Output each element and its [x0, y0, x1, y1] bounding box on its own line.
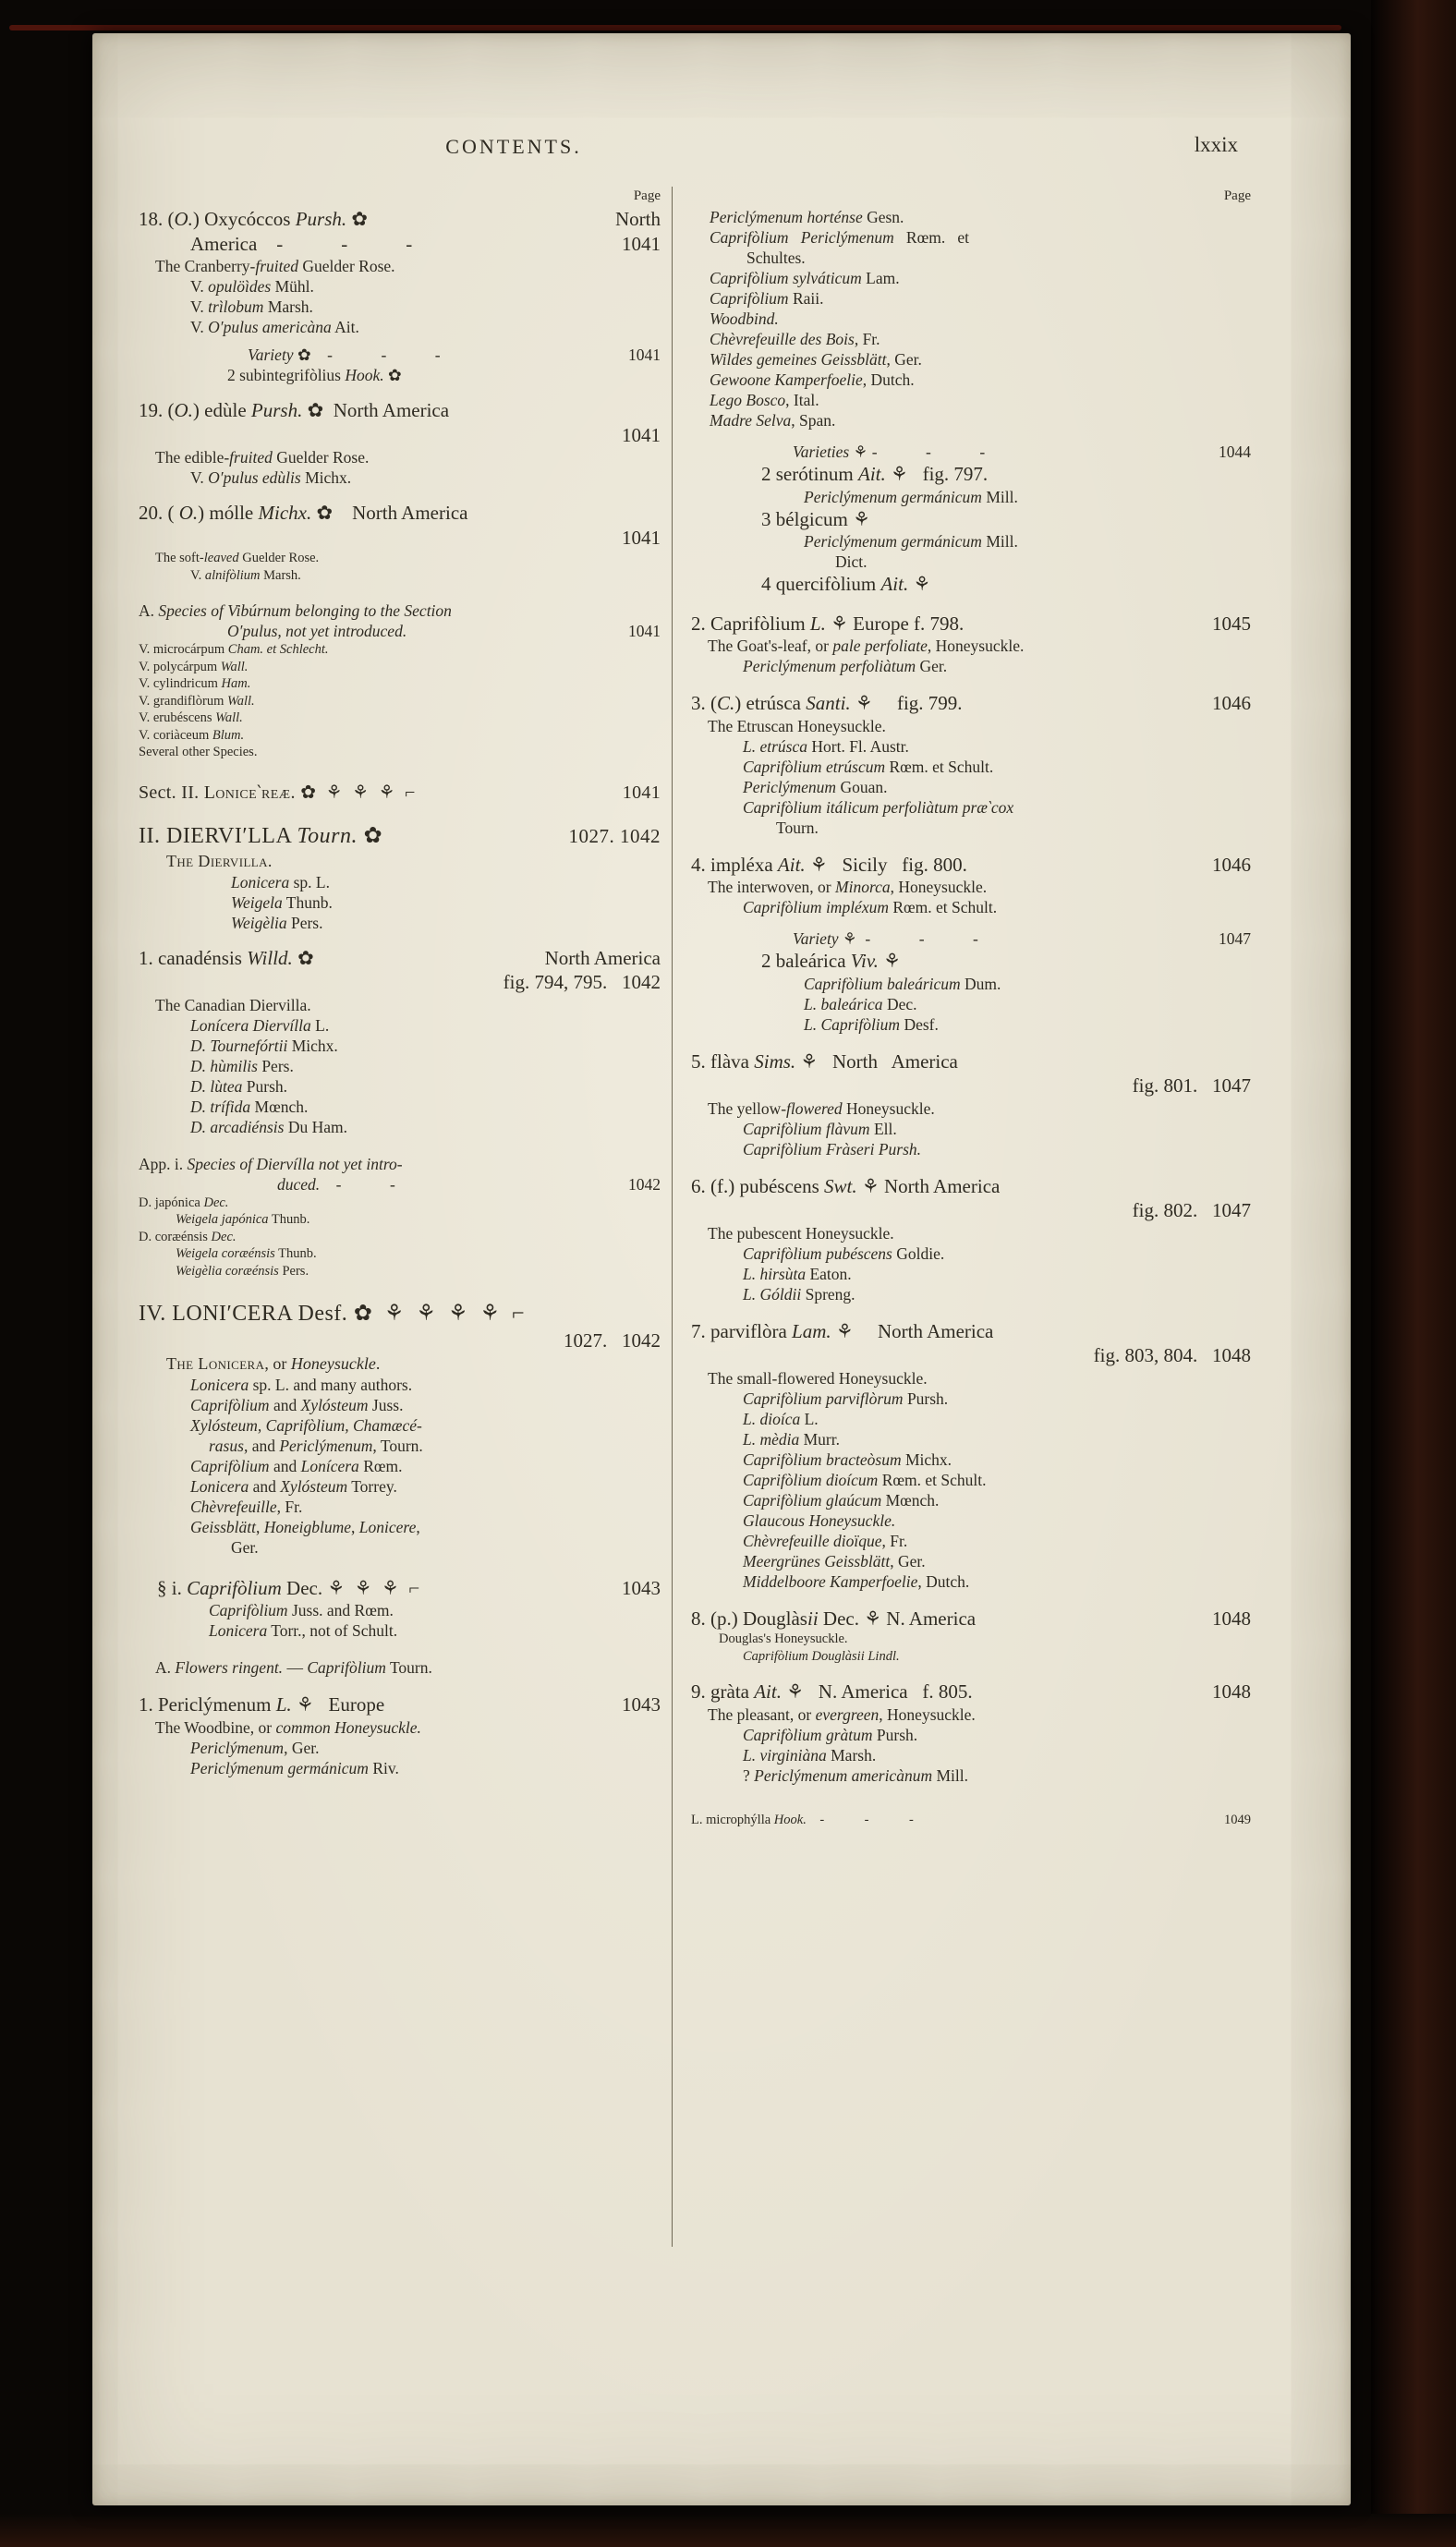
content-line: L. baleárica Dec. [804, 994, 917, 1013]
content-line: Caprifòlium impléxum Rœm. et Schult. [743, 898, 998, 916]
content-line: V. O′pulus edùlis Michx. [190, 468, 352, 487]
content-line: The edible-fruited Guelder Rose. [155, 448, 370, 467]
page-number: 1043 [622, 1576, 661, 1599]
page-number: 1041 [628, 622, 661, 640]
page-number: 1045 [1212, 612, 1251, 635]
page-number: 1046 [1212, 692, 1251, 714]
page-number: 1041 [622, 232, 661, 255]
content-line: L. Góldii Spreng. [743, 1284, 855, 1304]
content-line: O′pulus, not yet introduced. 1041 [227, 622, 661, 640]
content-line: L. virginiàna Marsh. [743, 1745, 877, 1765]
content-line: D. coræénsis Dec. [139, 1229, 237, 1244]
content-line: Caprifòlium Juss. and Rœm. [209, 1601, 394, 1619]
content-line: Caprifòlium dioícum Rœm. et Schult. [743, 1470, 987, 1489]
content-line: The pleasant, or evergreen, Honeysuckle. [708, 1704, 976, 1724]
content-line: The Lonicera, or Honeysuckle. [166, 1353, 381, 1373]
content-line: Douglas's Honeysuckle. [719, 1631, 848, 1646]
content-line: The interwoven, or Minorca, Honeysuckle. [708, 878, 988, 896]
content-line: The small-flowered Honeysuckle. [708, 1368, 928, 1388]
content-line: 4. impléxa Ait. ⚘ Sicily fig. 800. 1046 [691, 853, 1251, 876]
content-line: D. arcadiénsis Du Ham. [190, 1117, 347, 1136]
page-number: 1048 [1212, 1607, 1251, 1630]
page-number: 1041 [622, 782, 661, 803]
content-line: Caprifòlium flàvum Ell. [743, 1119, 897, 1138]
content-line: The Etruscan Honeysuckle. [708, 716, 886, 735]
content-line: L. etrúsca Hort. Fl. Austr. [743, 736, 909, 756]
content-line: Weigela Thunb. [231, 892, 333, 912]
content-line: Periclýmenum perfoliàtum Ger. [743, 657, 948, 675]
content-line: The Cranberry-fruited Guelder Rose. [155, 257, 395, 275]
content-line: 1. Periclýmenum L. ⚘ Europe 1043 [139, 1693, 661, 1716]
content-line: § i. Caprifòlium Dec. ⚘ ⚘ ⚘ ⌐ 1043 [157, 1576, 661, 1599]
content-line: Lonicera Torr., not of Schult. [209, 1621, 398, 1640]
book-edge-top-line [9, 25, 1341, 30]
content-line: Lonicera sp. L. and many authors. [190, 1375, 413, 1394]
content-line: Xylósteum, Caprifòlium, Chamæcé- [190, 1415, 422, 1435]
content-line: L. hirsùta Eaton. [743, 1264, 852, 1283]
content-line: Woodbind. [710, 309, 779, 328]
content-line: Weigela japónica Thunb. [176, 1212, 310, 1227]
content-line: Caprifòlium parviflòrum Pursh. [743, 1389, 949, 1408]
column-divider-rule [672, 187, 673, 2247]
content-line: V. O′pulus americàna Ait. [190, 318, 359, 336]
content-line: 20. ( O.) mólle Michx. ✿ North America [139, 502, 468, 524]
content-line: America - - - 1041 [190, 232, 661, 255]
content-line: Periclýmenum, Ger. [190, 1738, 320, 1757]
content-line: 6. (f.) pubéscens Swt. ⚘ North America [691, 1174, 1001, 1197]
content-line: 1. canadénsis Willd. ✿ North America [139, 946, 661, 969]
content-line: fig. 803, 804. 1048 [1093, 1344, 1251, 1366]
content-line: The Diervilla. [166, 851, 273, 870]
content-line: Lonicera and Xylósteum Torrey. [190, 1476, 397, 1496]
content-line: 19. (O.) edùle Pursh. ✿ North America [139, 399, 450, 421]
page-number: 1027. 1042 [568, 824, 661, 847]
page-number: North [615, 208, 661, 230]
content-line: Sect. II. Lonice‵reæ. ✿ ⚘ ⚘ ⚘ ⌐ 1041 [139, 780, 661, 806]
content-line: 3. (C.) etrúsca Santi. ⚘ fig. 799. 1046 [691, 692, 1251, 714]
content-line: 1041 [622, 526, 661, 549]
page-number: 1047 [1219, 929, 1251, 948]
content-line: Caprifòlium Periclýmenum Rœm. et [710, 228, 969, 247]
content-line: 9. gràta Ait. ⚘ N. America f. 805. 1048 [691, 1680, 1251, 1703]
content-line: Periclýmenum germánicum Mill. [804, 532, 1018, 551]
content-line: Variety ✿ - - - 1041 [248, 346, 661, 364]
page-number: 1042 [628, 1174, 661, 1194]
content-line: fig. 794, 795. 1042 [503, 971, 661, 993]
content-line: L. microphýlla Hook. - - - 1049 [691, 1812, 1251, 1827]
content-line: rasus, and Periclýmenum, Tourn. [209, 1436, 423, 1455]
content-line: Caprifòlium Fràseri Pursh. [743, 1139, 922, 1158]
content-line: ? Periclýmenum americànum Mill. [743, 1765, 968, 1785]
page-number: 1041 [628, 346, 661, 364]
content-line: Lego Bosco, Ital. [710, 391, 819, 409]
content-line: Tourn. [776, 818, 819, 837]
content-line: V. erubéscens Wall. [139, 710, 243, 725]
content-line: Caprifòlium sylváticum Lam. [710, 269, 900, 287]
content-line: Caprifòlium gràtum Pursh. [743, 1725, 918, 1744]
content-line: Wildes gemeines Geissblätt, Ger. [710, 350, 922, 369]
content-line: The Goat's-leaf, or pale perfoliate, Honeysuckle. [708, 637, 1025, 655]
content-line: L. Caprifòlium Desf. [804, 1014, 939, 1034]
content-line: Lonicera sp. L. [231, 872, 330, 891]
content-line: V. alnifòlium Marsh. [190, 567, 301, 583]
content-line: Middelboore Kamperfoelie, Dutch. [743, 1571, 970, 1591]
content-line: Chèvrefeuille, Fr. [190, 1497, 303, 1516]
content-line: Caprifòlium glaúcum Mœnch. [743, 1490, 940, 1510]
content-line: 2 serótinum Ait. ⚘ fig. 797. [761, 463, 989, 485]
content-line: Madre Selva, Span. [710, 411, 836, 430]
left-column-page-label: Page [633, 188, 661, 203]
page-number: 1049 [1224, 1812, 1251, 1827]
content-line: Ger. [231, 1537, 259, 1557]
content-line: L. mèdia Murr. [743, 1429, 840, 1449]
content-line: Caprifòlium etrúscum Rœm. et Schult. [743, 757, 994, 776]
content-line: Periclýmenum Gouan. [743, 777, 888, 796]
content-line: V. coriàceum Blum. [139, 727, 245, 743]
content-line: The pubescent Honeysuckle. [708, 1223, 894, 1243]
content-line: Several other Species. [139, 745, 258, 759]
content-line: fig. 802. 1047 [1132, 1199, 1251, 1221]
content-line: 7. parviflòra Lam. ⚘ North America [691, 1319, 994, 1342]
running-head [92, 135, 1351, 168]
content-line: Lonícera Diervílla L. [190, 1015, 330, 1035]
content-line: The yellow-flowered Honeysuckle. [708, 1098, 935, 1118]
content-line: IV. LONI′CERA Desf. ✿ ⚘ ⚘ ⚘ ⚘ ⌐ [139, 1302, 526, 1326]
content-line: Chèvrefeuille dioïque, Fr. [743, 1531, 908, 1550]
content-line: Caprifòlium and Xylósteum Juss. [190, 1395, 404, 1414]
content-line: Caprifòlium baleáricum Dum. [804, 974, 1001, 993]
content-line: D. japónica Dec. [139, 1195, 229, 1210]
content-line: 2 subintegrifòlius Hook. ✿ [227, 366, 402, 384]
content-line: Variety ⚘ - - - 1047 [793, 929, 1251, 948]
content-line: D. hùmilis Pers. [190, 1056, 294, 1075]
content-line: Caprifòlium bracteòsum Michx. [743, 1449, 952, 1469]
content-line: V. opulöìdes Mühl. [190, 277, 314, 296]
content-line: Weigèlia Pers. [231, 913, 323, 932]
content-line: 2 baleárica Viv. ⚘ [761, 950, 901, 972]
content-line: Caprifòlium pubéscens Goldie. [743, 1243, 945, 1263]
book-edge-right [1371, 0, 1456, 2547]
content-line: The soft-leaved Guelder Rose. [155, 551, 320, 565]
content-line: A. Flowers ringent. — Caprifòlium Tourn. [155, 1658, 432, 1677]
page-number: 1046 [1212, 853, 1251, 876]
content-line: Caprifòlium and Lonícera Rœm. [190, 1456, 403, 1475]
contents-columns [139, 187, 1251, 2247]
right-column [691, 187, 1251, 1828]
content-line: duced. - - 1042 [277, 1174, 661, 1194]
content-line: 1027. 1042 [564, 1329, 661, 1352]
page-number: 1043 [622, 1693, 661, 1716]
content-line: 8. (p.) Douglàsii Dec. ⚘ N. America 1048 [691, 1607, 1251, 1630]
content-line: 3 bélgicum ⚘ [761, 507, 870, 530]
content-line: V. polycárpum Wall. [139, 659, 249, 674]
right-column-page-label: Page [1223, 188, 1251, 203]
content-line: V. trìlobum Marsh. [190, 297, 313, 316]
content-line: Periclýmenum horténse Gesn. [710, 208, 904, 226]
content-line: V. cylindricum Ham. [139, 676, 251, 691]
content-line: App. i. Species of Diervílla not yet intro- [139, 1154, 403, 1173]
content-line: 5. flàva Sims. ⚘ North America [691, 1049, 958, 1073]
folio-number: lxxix [1194, 133, 1238, 156]
content-line: V. grandiflòrum Wall. [139, 693, 255, 709]
content-line: Caprifòlium Douglàsii Lindl. [743, 1648, 900, 1664]
content-line: 18. (O.) Oxycóccos Pursh. ✿ North [139, 208, 661, 230]
content-line: 4 quercifòlium Ait. ⚘ [761, 573, 931, 595]
content-line: Geissblätt, Honeigblume, Lonicere, [190, 1517, 420, 1536]
content-line: Caprifòlium itálicum perfoliàtum præ‵cox [743, 797, 1014, 817]
content-line: Chèvrefeuille des Bois, Fr. [710, 330, 880, 348]
content-line: D. lùtea Pursh. [190, 1076, 288, 1096]
left-column [139, 187, 661, 1778]
content-line: Caprifòlium Raii. [710, 289, 824, 308]
content-line: V. microcárpum Cham. et Schlecht. [139, 642, 329, 657]
content-line: II. DIERVI′LLA Tourn. ✿ 1027. 1042 [139, 822, 661, 851]
content-line: Meergrünes Geissblätt, Ger. [743, 1551, 926, 1571]
content-line: D. trífida Mœnch. [190, 1097, 309, 1116]
content-line: Periclýmenum germánicum Riv. [190, 1758, 399, 1777]
content-line: L. dioíca L. [743, 1409, 819, 1428]
content-line: The Canadian Diervilla. [155, 995, 311, 1014]
content-line: 2. Caprifòlium L. ⚘ Europe f. 798. 1045 [691, 612, 1251, 635]
content-line: The Woodbine, or common Honeysuckle. [155, 1717, 421, 1737]
content-line: Gewoone Kamperfoelie, Dutch. [710, 370, 915, 389]
content-line: 1041 [622, 423, 661, 446]
page-number: 1044 [1219, 443, 1251, 461]
content-line: Schultes. [746, 249, 806, 267]
book-edge-bottom [0, 2514, 1456, 2547]
content-line: A. Species of Vibúrnum belonging to the Section [139, 601, 452, 620]
content-line: Periclýmenum germánicum Mill. [804, 487, 1018, 506]
content-line: Varieties ⚘ - - - 1044 [793, 443, 1251, 461]
content-line: Glaucous Honeysuckle. [743, 1510, 896, 1530]
content-line: fig. 801. 1047 [1132, 1074, 1251, 1097]
content-line: Weigèlia coræénsis Pers. [176, 1263, 309, 1279]
content-line: Dict. [835, 552, 868, 571]
page-title: CONTENTS. [445, 135, 582, 158]
page-number: 1048 [1212, 1680, 1251, 1703]
content-line: Weigela coræénsis Thunb. [176, 1246, 317, 1261]
page-number: North America [544, 946, 661, 969]
content-line: D. Tournefórtii Michx. [190, 1036, 338, 1055]
book-page [92, 33, 1351, 2505]
